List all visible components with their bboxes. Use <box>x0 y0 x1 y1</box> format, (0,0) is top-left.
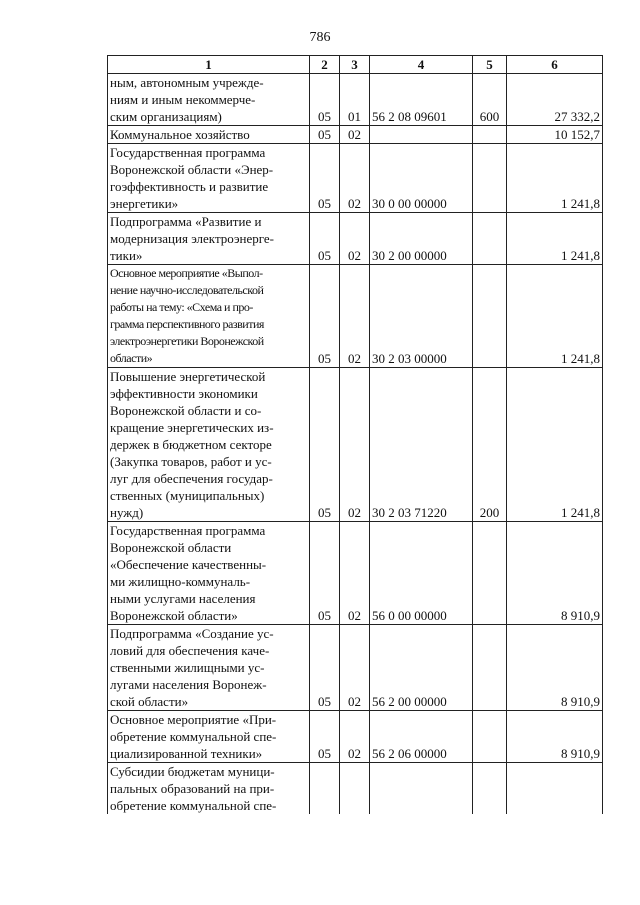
row-amount <box>507 763 603 815</box>
row-section: 05 <box>310 625 340 711</box>
row-section: 05 <box>310 711 340 763</box>
row-amount: 8 910,9 <box>507 711 603 763</box>
row-subsection: 02 <box>340 522 370 625</box>
row-subsection: 02 <box>340 711 370 763</box>
row-description: ным, автономным учрежде- ниям и иным некоммерче- ским организациям) <box>108 74 310 126</box>
row-amount: 1 241,8 <box>507 213 603 265</box>
row-section: 05 <box>310 126 340 144</box>
row-expense-type <box>473 213 507 265</box>
row-section: 05 <box>310 522 340 625</box>
column-header-4: 4 <box>370 56 473 74</box>
row-section: 05 <box>310 368 340 522</box>
table-row <box>108 265 603 368</box>
row-subsection: 02 <box>340 265 370 368</box>
row-expense-type <box>473 711 507 763</box>
table-row <box>108 368 603 522</box>
row-section: 05 <box>310 144 340 213</box>
table-row <box>108 763 603 815</box>
row-target-code: 56 0 00 00000 <box>370 522 473 625</box>
row-amount: 8 910,9 <box>507 522 603 625</box>
row-description: Основное мероприятие «Выпол- нение научно-исследовательской работы на тему: «Схема и про- грамма перспективного развития электроэнергетики Воронежской области» <box>108 265 310 368</box>
row-amount: 10 152,7 <box>507 126 603 144</box>
table-row <box>108 213 603 265</box>
row-target-code: 30 2 00 00000 <box>370 213 473 265</box>
row-target-code: 30 0 00 00000 <box>370 144 473 213</box>
row-expense-type <box>473 625 507 711</box>
row-section <box>310 763 340 815</box>
row-expense-type <box>473 126 507 144</box>
row-expense-type <box>473 144 507 213</box>
column-header-6: 6 <box>507 56 603 74</box>
row-subsection <box>340 763 370 815</box>
row-amount: 27 332,2 <box>507 74 603 126</box>
row-section: 05 <box>310 74 340 126</box>
row-description: Государственная программа Воронежской области «Энер- гоэффективность и развитие энергетики» <box>108 144 310 213</box>
row-subsection: 02 <box>340 213 370 265</box>
row-expense-type: 600 <box>473 74 507 126</box>
column-header-5: 5 <box>473 56 507 74</box>
row-target-code: 30 2 03 00000 <box>370 265 473 368</box>
table-row <box>108 126 603 144</box>
row-amount: 1 241,8 <box>507 144 603 213</box>
row-section: 05 <box>310 213 340 265</box>
row-target-code: 56 2 06 00000 <box>370 711 473 763</box>
column-header-1: 1 <box>108 56 310 74</box>
row-amount: 1 241,8 <box>507 368 603 522</box>
row-subsection: 02 <box>340 625 370 711</box>
row-expense-type: 200 <box>473 368 507 522</box>
row-target-code: 30 2 03 71220 <box>370 368 473 522</box>
table-row <box>108 711 603 763</box>
row-description: Субсидии бюджетам муници- пальных образований на при- обретение коммунальной спе- <box>108 763 310 815</box>
row-target-code <box>370 126 473 144</box>
row-subsection: 01 <box>340 74 370 126</box>
row-description: Коммунальное хозяйство <box>108 126 310 144</box>
row-target-code: 56 2 08 09601 <box>370 74 473 126</box>
table-row <box>108 522 603 625</box>
row-description: Повышение энергетической эффективности экономики Воронежской области и со- кращение энергетических из- держек в бюджетном секторе (Закупка товаров, работ и ус- луг для обеспечения государ- ственных (муниципальных) нужд) <box>108 368 310 522</box>
row-expense-type <box>473 265 507 368</box>
row-section: 05 <box>310 265 340 368</box>
row-description: Основное мероприятие «При- обретение коммунальной спе- циализированной техники» <box>108 711 310 763</box>
row-subsection: 02 <box>340 126 370 144</box>
column-header-2: 2 <box>310 56 340 74</box>
header-row <box>108 56 603 74</box>
row-subsection: 02 <box>340 144 370 213</box>
page-number: 786 <box>309 30 331 45</box>
row-description: Государственная программа Воронежской области «Обеспечение качественны- ми жилищно-коммуналь- ными услугами населения Воронежской области» <box>108 522 310 625</box>
column-header-3: 3 <box>340 56 370 74</box>
table-row <box>108 625 603 711</box>
row-description: Подпрограмма «Развитие и модернизация электроэнерге- тики» <box>108 213 310 265</box>
table-row <box>108 74 603 126</box>
budget-table <box>107 55 603 814</box>
row-description: Подпрограмма «Создание ус- ловий для обеспечения каче- ственными жилищными ус- лугами населения Воронеж- ской области» <box>108 625 310 711</box>
row-expense-type <box>473 522 507 625</box>
row-amount: 1 241,8 <box>507 265 603 368</box>
row-target-code: 56 2 00 00000 <box>370 625 473 711</box>
row-target-code <box>370 763 473 815</box>
table-row <box>108 144 603 213</box>
row-expense-type <box>473 763 507 815</box>
row-subsection: 02 <box>340 368 370 522</box>
row-amount: 8 910,9 <box>507 625 603 711</box>
